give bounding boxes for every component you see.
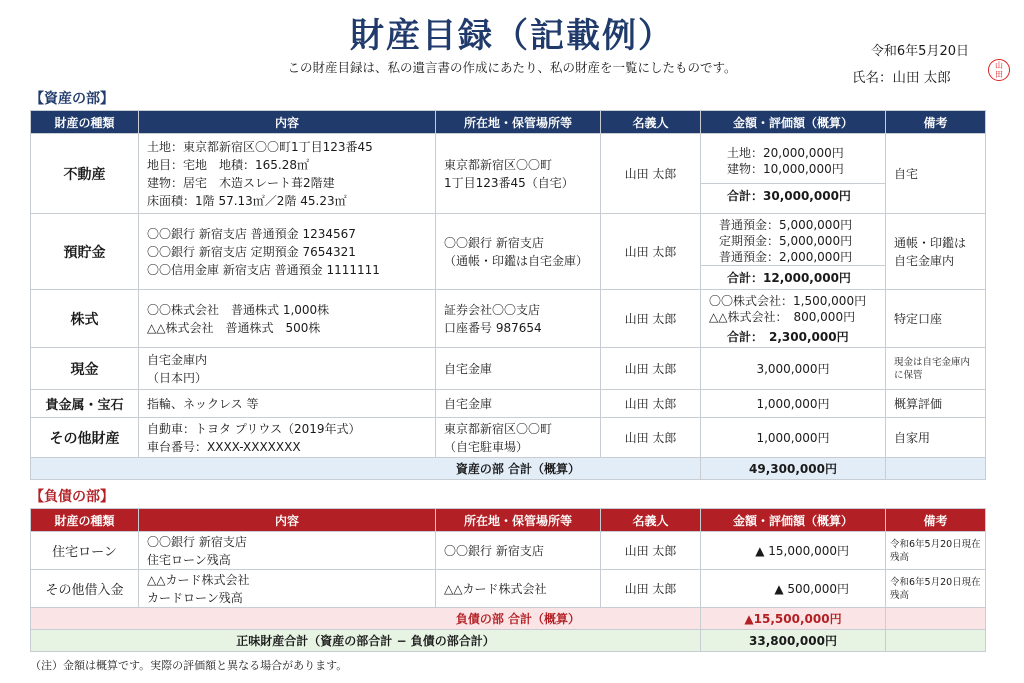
remarks-cell <box>886 570 986 608</box>
category-cell: 住宅ローン <box>31 532 139 570</box>
amount-cell <box>701 134 886 214</box>
remarks-line: 自宅金庫内 <box>894 253 955 268</box>
liabilities-total-empty <box>886 608 986 630</box>
header-holder: 名義人 <box>601 111 701 134</box>
header-category: 財産の種類 <box>31 509 139 532</box>
content-line: 車台番号：XXXX-XXXXXXX <box>147 439 301 454</box>
liabilities-total-label: 負債の部 合計（概算） <box>31 608 701 630</box>
amount-cell: 1,000,000円 <box>701 418 886 458</box>
holder-cell: 山田 太郎 <box>601 390 701 418</box>
content-line: 〇〇信用金庫 新宿支店 普通預金 1111111 <box>147 262 380 277</box>
remarks-line: 残高 <box>890 551 910 563</box>
net-total-empty <box>886 630 986 652</box>
net-total-row <box>31 630 986 652</box>
amount-cell: 1,000,000円 <box>701 390 886 418</box>
header-category: 財産の種類 <box>31 111 139 134</box>
amount-line: 普通預金：5,000,000円 <box>719 218 853 232</box>
amount-subtotal: 合計：30,000,000円 <box>701 183 885 206</box>
table-row <box>31 390 986 418</box>
category-cell: 株式 <box>31 290 139 348</box>
location-cell <box>436 134 601 214</box>
assets-section-label: 【資産の部】 <box>30 91 114 107</box>
amount-line: 普通預金：2,000,000円 <box>719 250 853 264</box>
table-row <box>31 134 986 214</box>
header-content: 内容 <box>139 111 436 134</box>
subtitle: この財産目録は、私の遺言書の作成にあたり、私の財産を一覧にしたものです。 <box>287 60 737 75</box>
content-line: 建物：居宅 木造スレート葺2階建 <box>147 175 335 190</box>
header-holder: 名義人 <box>601 509 701 532</box>
table-row <box>31 418 986 458</box>
location-cell <box>436 214 601 290</box>
content-line: 〇〇銀行 新宿支店 <box>147 534 247 549</box>
location-cell <box>436 418 601 458</box>
content-cell <box>139 418 436 458</box>
header-amount: 金額・評価額（概算） <box>701 111 886 134</box>
location-cell: △△カード株式会社 <box>436 570 601 608</box>
category-cell: 不動産 <box>31 134 139 214</box>
remarks-line: 現金は自宅金庫内 <box>894 356 971 368</box>
holder-cell: 山田 太郎 <box>601 214 701 290</box>
amount-line: 建物：10,000,000円 <box>727 161 844 176</box>
header-remarks: 備考 <box>886 111 986 134</box>
amount-cell: 3,000,000円 <box>701 348 886 390</box>
amount-cell <box>701 214 886 290</box>
content-cell <box>139 532 436 570</box>
header-location: 所在地・保管場所等 <box>436 509 601 532</box>
content-line: △△株式会社 普通株式 500株 <box>147 320 321 335</box>
content-line: 〇〇銀行 新宿支店 定期預金 7654321 <box>147 244 356 259</box>
remarks-cell: 特定口座 <box>886 290 986 348</box>
assets-total-row <box>31 458 986 480</box>
content-cell <box>139 570 436 608</box>
amount-line: △△株式会社： 800,000円 <box>709 309 856 324</box>
amount-subtotal: 合計： 2,300,000円 <box>727 329 849 344</box>
category-cell: 現金 <box>31 348 139 390</box>
location-cell <box>436 290 601 348</box>
location-line: （自宅駐車場） <box>444 439 529 454</box>
net-total-label: 正味財産合計（資産の部合計 − 負債の部合計） <box>31 630 701 652</box>
location-line: 証券会社〇〇支店 <box>444 302 541 317</box>
header-location: 所在地・保管場所等 <box>436 111 601 134</box>
remarks-line: 令和6年5月20日現在 <box>890 576 981 588</box>
table-row <box>31 532 986 570</box>
remarks-cell: 自家用 <box>886 418 986 458</box>
table-row <box>31 348 986 390</box>
assets-total-value: 49,300,000円 <box>701 458 886 480</box>
assets-total-empty <box>886 458 986 480</box>
content-line: 自宅金庫内 <box>147 352 208 367</box>
holder-cell: 山田 太郎 <box>601 290 701 348</box>
content-line: 床面積：1階 57.13㎡／2階 45.23㎡ <box>147 193 347 208</box>
table-row <box>31 290 986 348</box>
amount-subtotal: 合計：12,000,000円 <box>701 265 885 288</box>
remarks-line: 通帳・印鑑は <box>894 235 967 250</box>
holder-cell: 山田 太郎 <box>601 348 701 390</box>
content-line: カードローン残高 <box>147 590 243 605</box>
location-cell: 自宅金庫 <box>436 348 601 390</box>
amount-line: 土地：20,000,000円 <box>727 145 844 160</box>
amount-line: 定期預金：5,000,000円 <box>719 234 853 248</box>
assets-total-label: 資産の部 合計（概算） <box>31 458 701 480</box>
holder-cell: 山田 太郎 <box>601 418 701 458</box>
content-line: 地目：宅地 地積：165.28㎡ <box>147 157 309 172</box>
assets-table <box>30 110 986 480</box>
footnote: （注）金額は概算です。実際の評価額と異なる場合があります。 <box>30 659 348 672</box>
remarks-cell: 自宅 <box>886 134 986 214</box>
category-cell: その他借入金 <box>31 570 139 608</box>
remarks-cell: 概算評価 <box>886 390 986 418</box>
remarks-line: に保管 <box>894 369 923 381</box>
remarks-cell <box>886 532 986 570</box>
owner-name: 氏名：山田 太郎 <box>852 70 951 86</box>
location-line: 東京都新宿区〇〇町 <box>444 421 553 436</box>
category-cell: 預貯金 <box>31 214 139 290</box>
holder-cell: 山田 太郎 <box>601 532 701 570</box>
amount-cell: ▲ 15,000,000円 <box>701 532 886 570</box>
liabilities-section-label: 【負債の部】 <box>30 489 114 505</box>
table-row <box>31 214 986 290</box>
amount-line: 〇〇株式会社：1,500,000円 <box>709 293 867 308</box>
net-total-value: 33,800,000円 <box>701 630 886 652</box>
remarks-cell <box>886 214 986 290</box>
content-line: 〇〇株式会社 普通株式 1,000株 <box>147 302 330 317</box>
content-cell <box>139 290 436 348</box>
date: 令和6年5月20日 <box>870 44 969 59</box>
table-row <box>31 570 986 608</box>
content-line: （日本円） <box>147 370 208 385</box>
location-line: 東京都新宿区〇〇町 <box>444 157 553 172</box>
content-line: 自動車：トヨタ プリウス（2019年式） <box>147 421 361 436</box>
holder-cell: 山田 太郎 <box>601 570 701 608</box>
category-cell: その他財産 <box>31 418 139 458</box>
location-cell: 〇〇銀行 新宿支店 <box>436 532 601 570</box>
remarks-line: 残高 <box>890 589 910 601</box>
content-line: △△カード株式会社 <box>147 572 250 587</box>
liabilities-total-value: ▲15,500,000円 <box>701 608 886 630</box>
location-cell: 自宅金庫 <box>436 390 601 418</box>
holder-cell: 山田 太郎 <box>601 134 701 214</box>
category-cell: 貴金属・宝石 <box>31 390 139 418</box>
location-line: 〇〇銀行 新宿支店 <box>444 235 544 250</box>
remarks-cell <box>886 348 986 390</box>
header-amount: 金額・評価額（概算） <box>701 509 886 532</box>
page-title: 財産目録（記載例） <box>350 16 674 56</box>
seal-stamp: 山 田 <box>988 59 1010 81</box>
amount-cell <box>701 290 886 348</box>
liabilities-header-row <box>31 509 986 532</box>
content-cell: 指輪、ネックレス 等 <box>139 390 436 418</box>
content-line: 住宅ローン残高 <box>147 552 231 567</box>
amount-cell: ▲ 500,000円 <box>701 570 886 608</box>
header-content: 内容 <box>139 509 436 532</box>
header-remarks: 備考 <box>886 509 986 532</box>
content-cell <box>139 348 436 390</box>
content-line: 〇〇銀行 新宿支店 普通預金 1234567 <box>147 226 356 241</box>
content-line: 土地：東京都新宿区〇〇町1丁目123番45 <box>147 139 373 154</box>
content-cell <box>139 134 436 214</box>
location-line: （通帳・印鑑は自宅金庫） <box>444 253 589 268</box>
remarks-line: 令和6年5月20日現在 <box>890 538 981 550</box>
content-cell <box>139 214 436 290</box>
assets-header-row <box>31 111 986 134</box>
liabilities-table <box>30 508 986 652</box>
location-line: 口座番号 987654 <box>444 320 542 335</box>
liabilities-total-row <box>31 608 986 630</box>
location-line: 1丁目123番45（自宅） <box>444 175 574 190</box>
